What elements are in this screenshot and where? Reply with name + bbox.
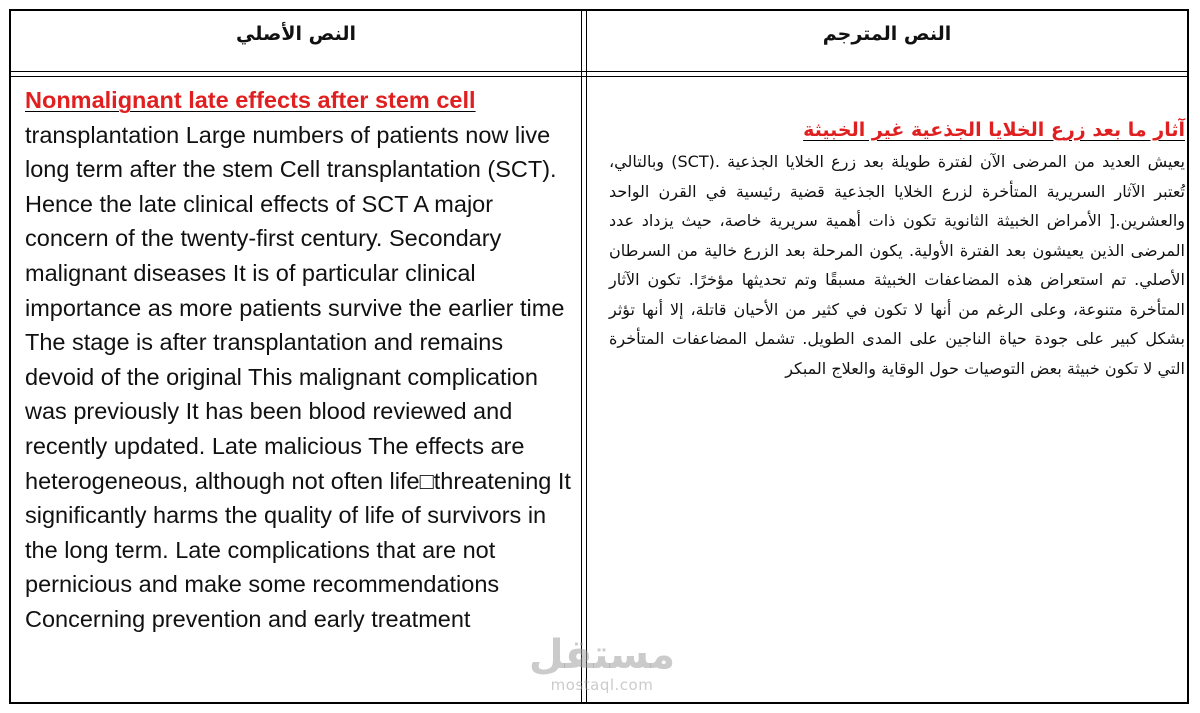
header-divider — [11, 71, 1187, 77]
translated-title: آثار ما بعد زرع الخلايا الجذعية غير الخبيثة — [803, 119, 1185, 141]
translated-text-cell — [609, 113, 1185, 383]
column-divider — [581, 11, 587, 702]
original-body: transplantation Large numbers of patients now live long term after the stem Cell transplantation (SCT). Hence the late clinical effects of SCT A major concern of the twenty-first century. Secondary malignant diseases It is of particular clinical importance as more patients survive the earlier time The stage is after transplantation and remains devoid of the original This malignant complication was previously It has been blood reviewed and recently updated. Late malicious The effects are heterogeneous, although not often life□threatening It significantly harms the quality of life of survivors in the long term. Late complications that are not pernicious and make some recommendations Concerning prevention and early treatment — [25, 121, 571, 632]
header-original: النص الأصلي — [236, 23, 356, 45]
watermark-logo: مستقل — [528, 632, 676, 678]
translation-table — [9, 9, 1189, 704]
header-translated: النص المترجم — [822, 23, 952, 45]
original-text-cell — [25, 83, 575, 637]
original-title: Nonmalignant late effects after stem cell — [25, 87, 476, 113]
watermark-url: mostaql.com — [550, 676, 654, 694]
translated-body: يعيش العديد من المرضى الآن لفترة طويلة بعد زرع الخلايا الجذعية .(SCT) وبالتالي، تُعتبر الآثار السريرية المتأخرة لزرع الخلايا الجذعية قضية رئيسية في القرن الواحد والعشرين.[ الأمراض الخبيثة الثانوية تكون ذات أهمية سريرية خاصة، حيث يزداد عدد المرضى الذين يعيشون بعد الفترة الأولية. يكون المرحلة بعد الزرع خالية من السرطان الأصلي. تم استعراض هذه المضاعفات الخبيثة مسبقًا وتم تحديثها مؤخرًا. تكون الآثار المتأخرة متنوعة، وعلى الرغم من أنها لا تكون في كثير من الأحيان قاتلة، إلا أنها تؤثر بشكل كبير على جودة حياة الناجين على المدى الطويل. تشمل المضاعفات المتأخرة التي لا تكون خبيثة بعض التوصيات حول الوقاية والعلاج المبكر — [609, 152, 1185, 378]
